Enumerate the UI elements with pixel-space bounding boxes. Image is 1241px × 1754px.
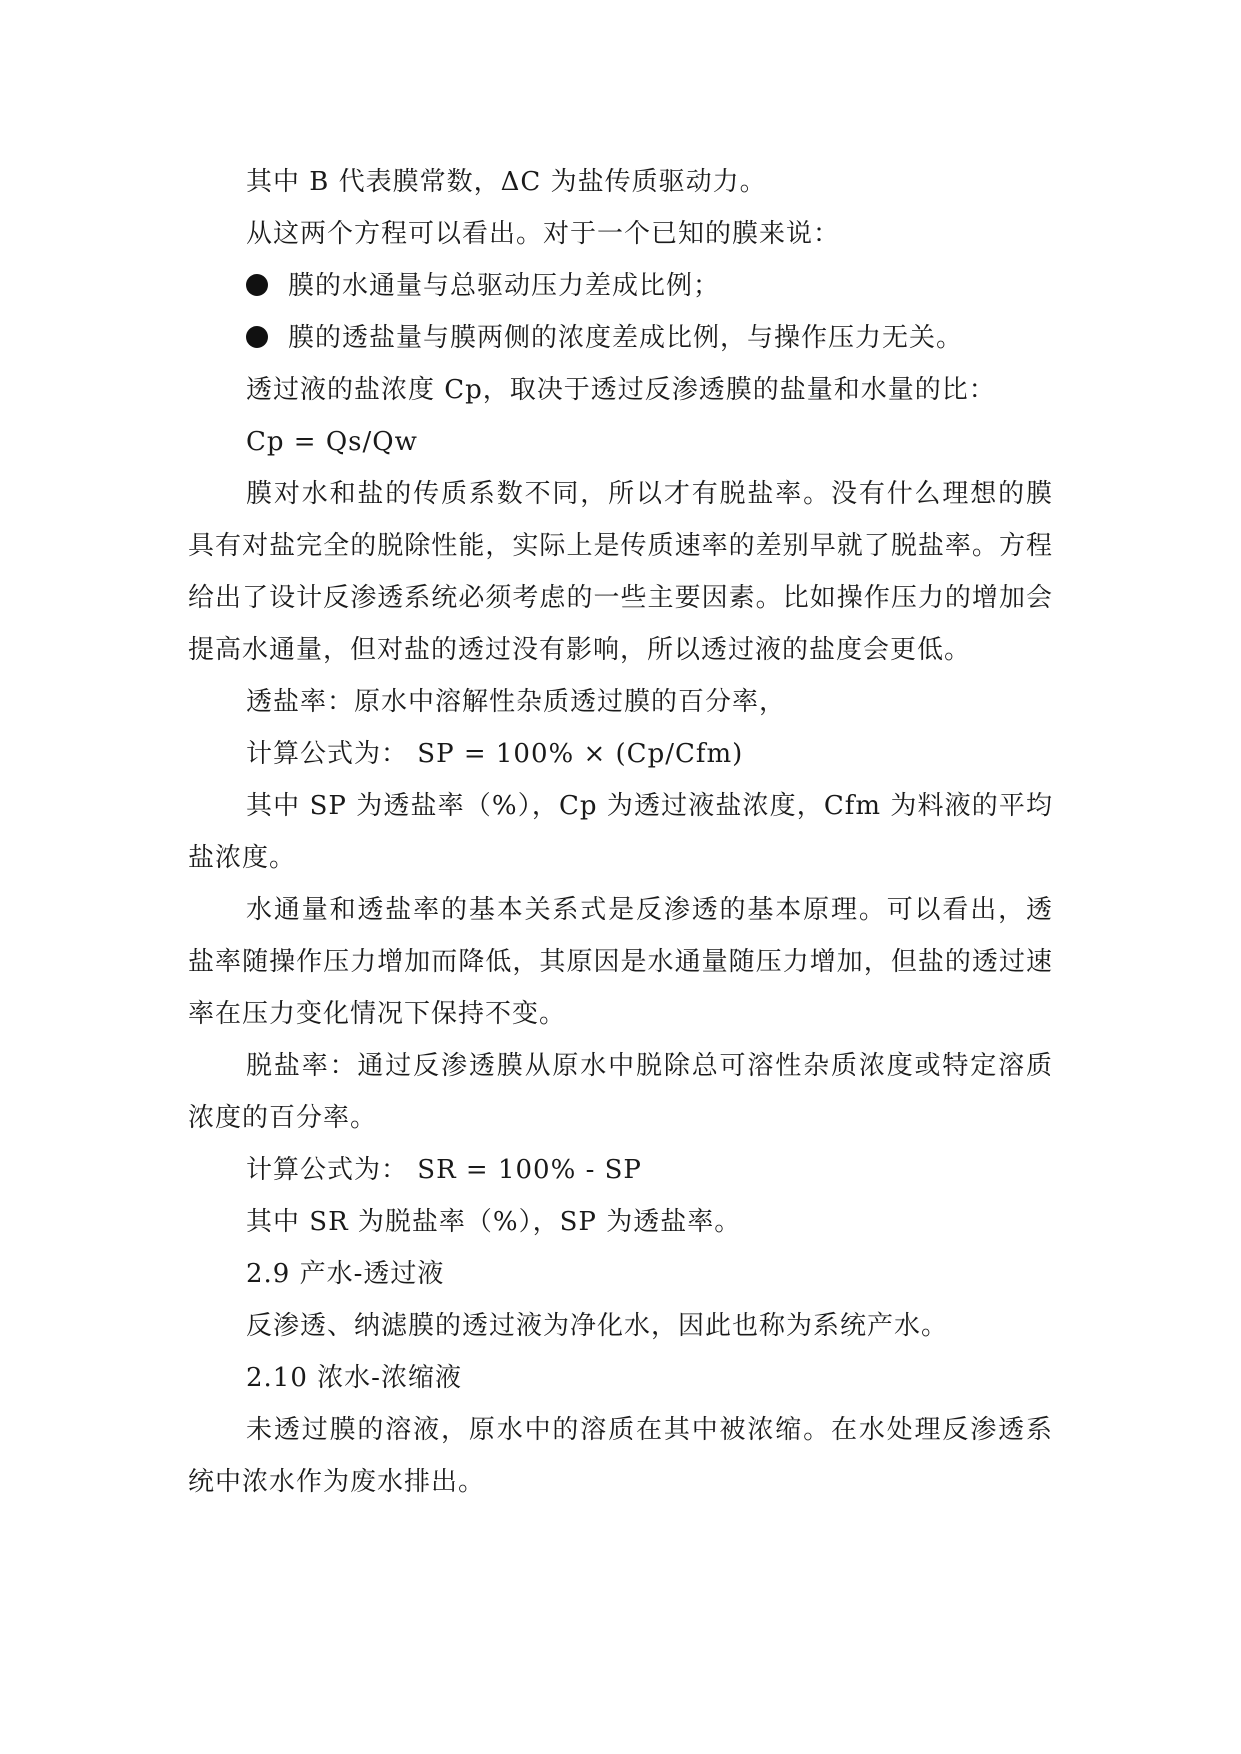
document-body [188, 156, 1053, 1508]
formula-sr: 计算公式为： SR = 100% - SP [246, 1155, 642, 1185]
bullet-item-salt-passage [188, 312, 1053, 364]
section-heading-2-10: 2.10 浓水-浓缩液 [246, 1363, 462, 1393]
paragraph-basic-principle: 水通量和透盐率的基本关系式是反渗透的基本原理。可以看出，透盐率随操作压力增加而降低，其原因是水通量随压力增加，但盐的透过速率在压力变化情况下保持不变。 [188, 895, 1053, 1029]
paragraph-mass-transfer: 膜对水和盐的传质系数不同，所以才有脱盐率。没有什么理想的膜具有对盐完全的脱除性能，实际上是传质速率的差别早就了脱盐率。方程给出了设计反渗透系统必须考虑的一些主要因素。比如操作压力的增加会提高水通量，但对盐的透过没有影响，所以透过液的盐度会更低。 [188, 479, 1053, 665]
paragraph-permeate-concentration: 透过液的盐浓度 Cp，取决于透过反渗透膜的盐量和水量的比： [246, 375, 996, 405]
paragraph-membrane-constant: 其中 B 代表膜常数，ΔC 为盐传质驱动力。 [246, 167, 767, 197]
formula-cp: Cp = Qs/Qw [246, 427, 418, 457]
paragraph-equation-intro: 从这两个方程可以看出。对于一个已知的膜来说： [246, 219, 841, 249]
bullet-item-water-flux [188, 260, 1053, 312]
bullet-item-text: 膜的透盐量与膜两侧的浓度差成比例，与操作压力无关。 [288, 323, 964, 353]
section-heading-2-9: 2.9 产水-透过液 [246, 1259, 445, 1289]
paragraph-sr-explanation: 其中 SR 为脱盐率（%），SP 为透盐率。 [246, 1207, 742, 1237]
bullet-dot-icon [246, 274, 268, 296]
paragraph-salt-passage-definition: 透盐率：原水中溶解性杂质透过膜的百分率， [246, 687, 787, 717]
paragraph-salt-rejection-definition: 脱盐率：通过反渗透膜从原水中脱除总可溶性杂质浓度或特定溶质浓度的百分率。 [188, 1051, 1053, 1133]
paragraph-concentrate: 未透过膜的溶液，原水中的溶质在其中被浓缩。在水处理反渗透系统中浓水作为废水排出。 [188, 1415, 1053, 1497]
paragraph-sp-explanation: 其中 SP 为透盐率（%），Cp 为透过液盐浓度，Cfm 为料液的平均盐浓度。 [188, 791, 1053, 873]
formula-sp: 计算公式为： SP = 100% × (Cp/Cfm) [246, 739, 744, 769]
paragraph-permeate: 反渗透、纳滤膜的透过液为净化水，因此也称为系统产水。 [246, 1311, 949, 1341]
bullet-item-text: 膜的水通量与总驱动压力差成比例； [288, 271, 721, 301]
bullet-dot-icon [246, 326, 268, 348]
